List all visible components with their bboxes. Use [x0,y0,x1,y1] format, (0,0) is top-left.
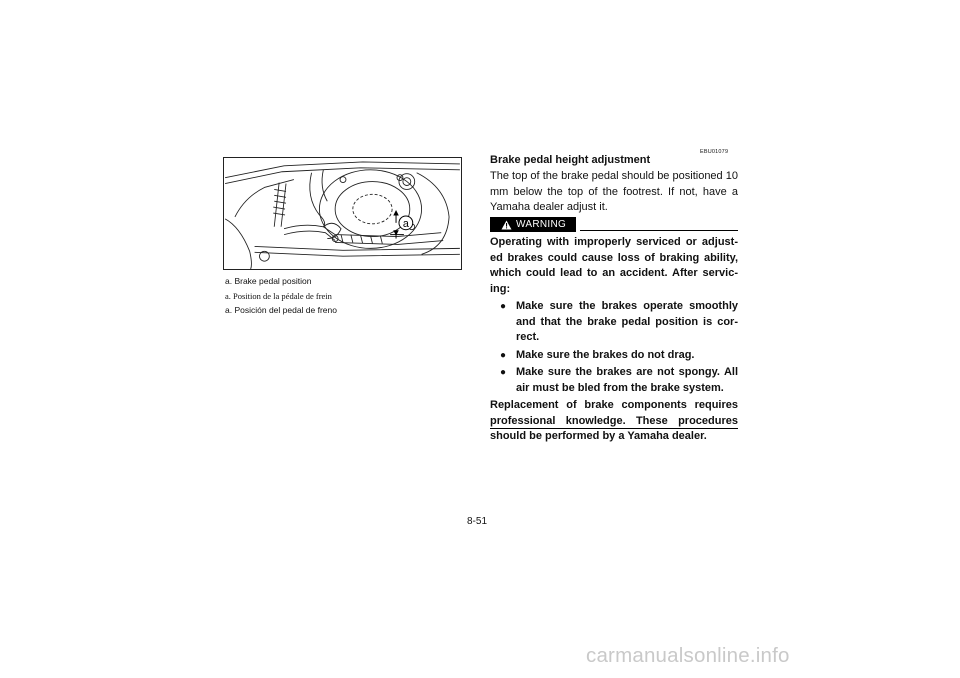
section-title: Brake pedal height adjustment [490,154,651,166]
warning-closing: Replacement of brake components requires professional knowledge. These procedures should be performed by a Yamaha dealer. [490,399,738,442]
page-number: 8-51 [467,516,488,527]
caption-english: a. Brake pedal position [225,276,312,286]
warning-header [490,217,738,232]
body-paragraph: The top of the brake pedal should be positioned 10 mm below the top of the footrest. If not, have a Yamaha dealer adjust it. [490,170,738,213]
watermark: carmanualsonline.info [586,644,790,667]
caption-french: a. Position de la pédale de frein [225,290,332,301]
bullet-icon: ● [500,301,507,312]
bullet-icon: ● [500,367,507,378]
warning-list [490,299,738,396]
warning-bottom-rule [490,428,738,429]
bullet-icon: ● [500,349,507,361]
brake-pedal-illustration [223,157,462,270]
list-item [490,365,738,396]
list-item-text: Make sure the brakes operate smoothly and that the brake pedal position is cor-rect. [516,300,738,343]
warning-body [490,235,738,445]
warning-rule [580,230,738,231]
warning-badge [490,217,576,232]
warning-label: WARNING [516,219,567,230]
brake-pedal-drawing [224,158,461,269]
list-item-text: Make sure the brakes are not spongy. All air must be bled from the brake system. [516,366,738,394]
warning-triangle-icon [501,220,512,230]
callout-letter: a [402,217,409,230]
list-item [490,299,738,346]
list-item [490,348,738,364]
caption-spanish: a. Posición del pedal de freno [225,305,337,315]
warning-intro: Operating with improperly serviced or adjust-ed brakes could cause loss of braking ability, which could lead to an accident. After servic-ing: [490,236,738,295]
section-code: EBU01079 [700,149,729,155]
figure-captions [225,275,465,319]
list-item-text: Make sure the brakes do not drag. [516,348,695,361]
